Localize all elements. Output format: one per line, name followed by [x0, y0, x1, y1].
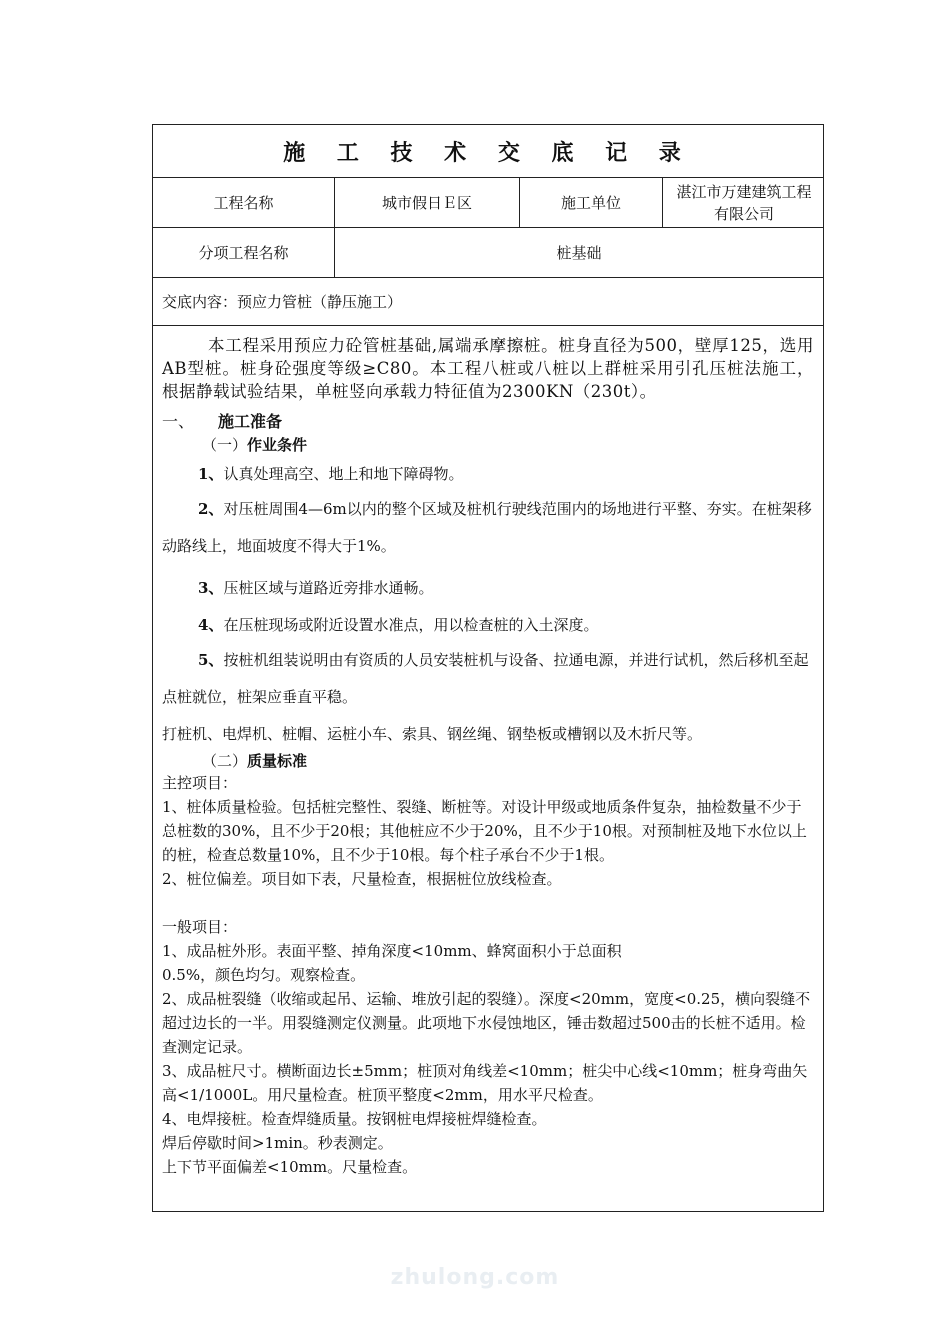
- briefing-content-label: 交底内容：预应力管桩（静压施工）: [162, 293, 403, 311]
- item-number: 5、: [198, 651, 224, 669]
- title-row: [153, 125, 823, 178]
- form-title: 施 工 技 术 交 底 记 录: [283, 140, 693, 166]
- item-number: 3、: [198, 579, 224, 597]
- section-title: 施工准备: [218, 412, 283, 431]
- section-number: 一、: [162, 412, 195, 431]
- list-item: [162, 642, 814, 716]
- general-item: 1、成品桩外形。表面平整、掉角深度<10mm、蜂窝面积小于总面积: [162, 942, 622, 960]
- subsection-number: （二）: [202, 752, 248, 770]
- general-label: 一般项目：: [162, 918, 238, 936]
- subsection-heading: [202, 434, 814, 455]
- briefing-body: [153, 326, 823, 1211]
- subsection-number: （一）: [202, 436, 248, 454]
- section-heading: [162, 409, 814, 432]
- list-item: [162, 491, 814, 565]
- project-row: [153, 178, 823, 228]
- list-item: [162, 463, 814, 485]
- construction-unit-value: 湛江市万建建筑工程有限公司: [662, 178, 825, 227]
- item-text: 对压桩周围4—6m以内的整个区域及桩机行驶线范围内的场地进行平整、夯实。在桩架移动路线上，地面坡度不得大于1%。: [162, 500, 812, 555]
- subsection-title: 作业条件: [247, 436, 308, 454]
- item-number: 4、: [198, 616, 224, 634]
- item-text: 按桩机组装说明由有资质的人员安装桩机与设备、拉通电源，并进行试机，然后移机至起点桩就位，桩架应垂直平稳。: [162, 651, 809, 706]
- main-control-item: 1、桩体质量检验。包括桩完整性、裂缝、断桩等。对设计甲级或地质条件复杂，抽检数量不少于总桩数的30%，且不少于20根；其他桩应不少于20%，且不少于10根。对预制桩及地下水位以上的桩，检查总数量10%，且不少于10根。每个柱子承台不少于1根。: [162, 798, 807, 864]
- item-number: 2、: [198, 500, 224, 518]
- list-item: [162, 577, 814, 599]
- general-item: 上下节平面偏差<10mm。尺量检查。: [162, 1158, 418, 1176]
- spacer: [162, 891, 814, 915]
- sub-project-label: 分项工程名称: [198, 244, 289, 262]
- list-item: [162, 614, 814, 636]
- item-text: 认真处理高空、地上和地下障碍物。: [223, 465, 464, 483]
- subsection-title: 质量标准: [247, 752, 308, 770]
- construction-unit-label: 施工单位: [519, 178, 662, 227]
- project-name-label: 工程名称: [213, 194, 274, 212]
- item-text: 压桩区域与道路近旁排水通畅。: [223, 579, 434, 597]
- general-item: 0.5%，颜色均匀。观察检查。: [162, 966, 366, 984]
- general-item: 2、成品桩裂缝（收缩或起吊、运输、堆放引起的裂缝）。深度<20mm，宽度<0.25，横向裂缝不超过边长的一半。用裂缝测定仪测量。此项地下水侵蚀地区，锤击数超过500击的长桩不适用。检查测定记录。: [162, 990, 811, 1056]
- sub-project-value: 桩基础: [334, 228, 823, 277]
- intro-paragraph: 本工程采用预应力砼管桩基础,属端承摩擦桩。桩身直径为500，壁厚125，选用AB型桩。桩身砼强度等级≥C80。本工程八桩或八桩以上群桩采用引孔压桩法施工，根据静载试验结果，单桩竖向承载力特征值为2300KN（230t）。: [162, 336, 814, 401]
- tools-list: 打桩机、电焊机、桩帽、运桩小车、索具、钢丝绳、钢垫板或槽钢以及木折尺等。: [162, 725, 703, 743]
- general-item: 4、电焊接桩。检查焊缝质量。按钢桩电焊接桩焊缝检查。: [162, 1110, 547, 1128]
- main-control-item: 2、桩位偏差。项目如下表，尺量检查，根据桩位放线检查。: [162, 870, 562, 888]
- project-name-value: 城市假日Ｅ区: [334, 178, 519, 227]
- general-item: 焊后停歇时间>1min。秒表测定。: [162, 1134, 393, 1152]
- general-item: 3、成品桩尺寸。横断面边长±5mm；桩顶对角线差<10mm；桩尖中心线<10mm；桩身弯曲矢高<1/1000L。用尺量检查。桩顶平整度<2mm，用水平尺检查。: [162, 1062, 808, 1104]
- main-control-label: 主控项目：: [162, 774, 238, 792]
- item-number: 1、: [198, 465, 224, 483]
- subsection-heading: [202, 750, 814, 771]
- item-text: 在压桩现场或附近设置水准点，用以检查桩的入土深度。: [223, 616, 599, 634]
- technical-briefing-form: [152, 124, 824, 1212]
- watermark: zhulong.com: [390, 1265, 560, 1290]
- content-row: [153, 278, 823, 326]
- sub-project-row: [153, 228, 823, 278]
